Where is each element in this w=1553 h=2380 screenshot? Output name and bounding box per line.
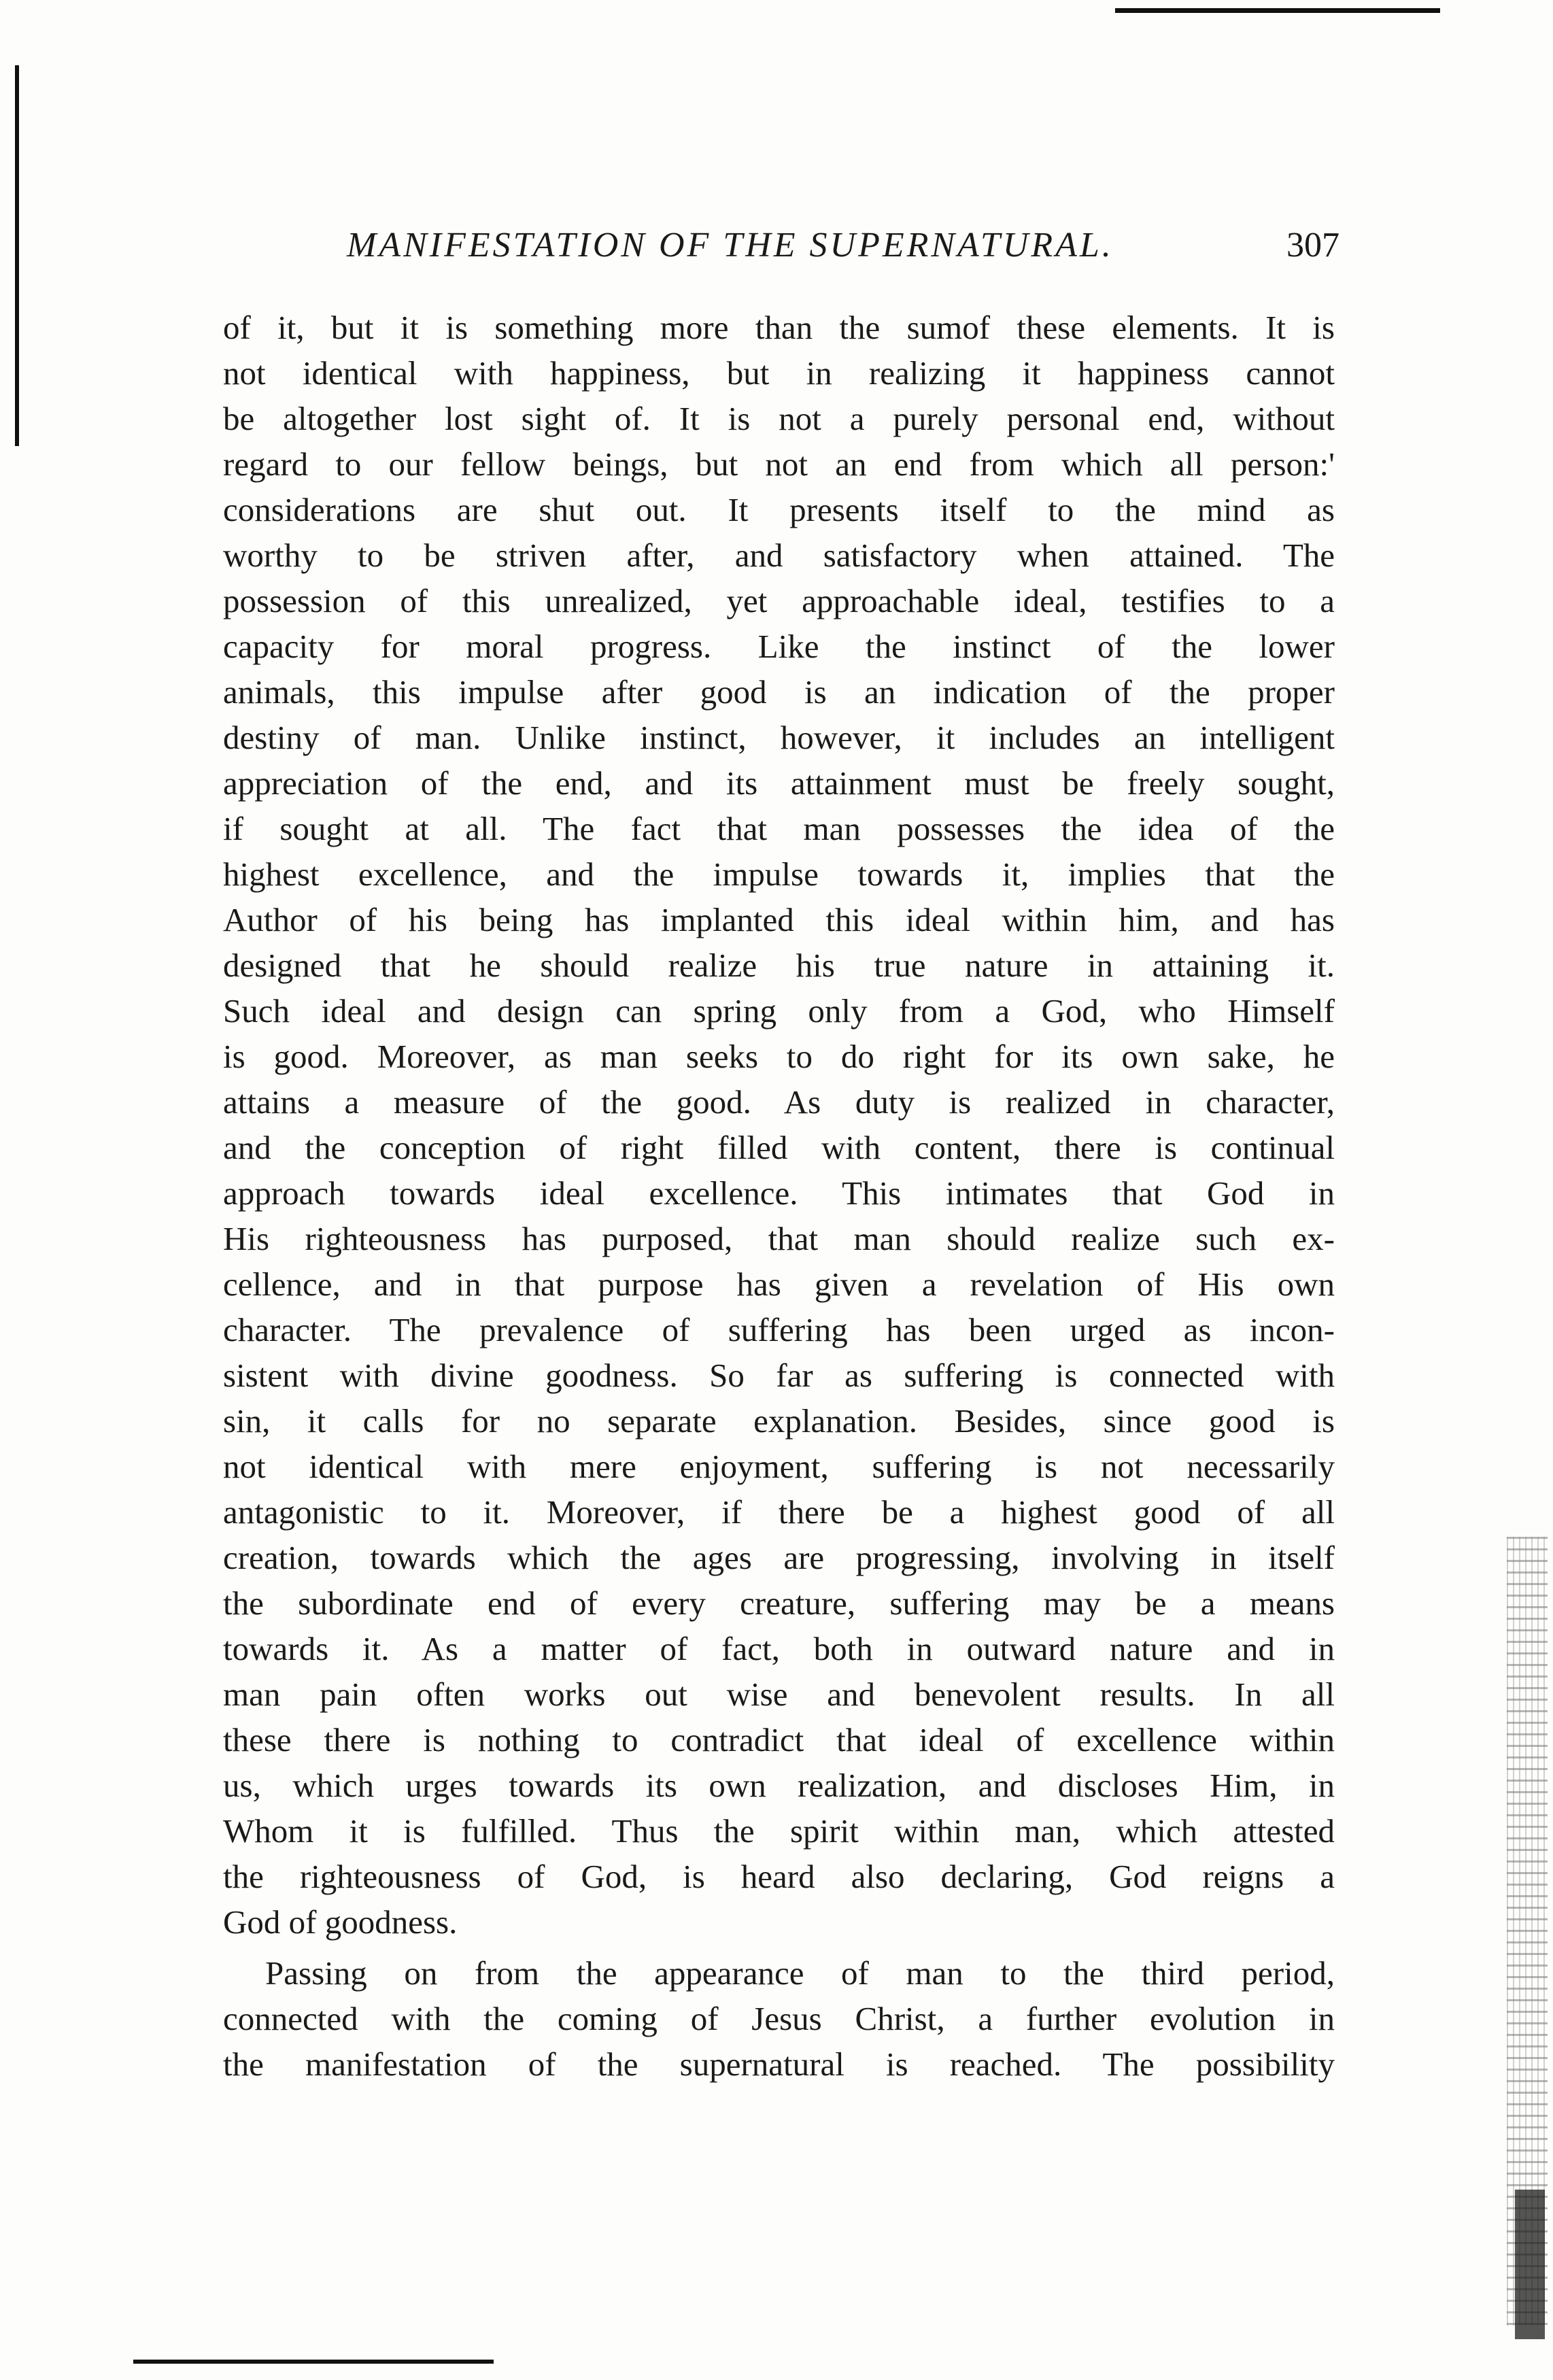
text-line: and the conception of right filled with content, there is continual (223, 1129, 1335, 1166)
text-line: connected with the coming of Jesus Christ, a further evolution in (223, 2000, 1335, 2037)
text-line: of it, but it is something more than the sumof these elements. It is (223, 309, 1335, 346)
text-line: animals, this impulse after good is an indication of the proper (223, 673, 1335, 711)
text-line: regard to our fellow beings, but not an end from which all person:' (223, 445, 1335, 483)
scan-edge-mark-bottom (133, 2360, 494, 2364)
scan-edge-blot (1515, 2190, 1545, 2339)
text-line: Author of his being has implanted this ideal within him, and has (223, 901, 1335, 938)
scan-edge-mark-left (15, 65, 19, 446)
text-line: capacity for moral progress. Like the instinct of the lower (223, 628, 1335, 665)
text-line: highest excellence, and the impulse towards it, implies that the (223, 855, 1335, 893)
text-line: His righteousness has purposed, that man should realize such ex- (223, 1220, 1335, 1257)
text-line: attains a measure of the good. As duty is realized in character, (223, 1083, 1335, 1121)
text-line: approach towards ideal excellence. This intimates that God in (223, 1174, 1335, 1212)
text-line: if sought at all. The fact that man possesses the idea of the (223, 810, 1335, 847)
text-line: worthy to be striven after, and satisfactory when attained. The (223, 537, 1335, 574)
text-line: antagonistic to it. Moreover, if there be a highest good of all (223, 1493, 1335, 1531)
text-line: designed that he should realize his true nature in attaining it. (223, 947, 1335, 984)
text-line: God of goodness. (223, 1903, 458, 1941)
text-line: destiny of man. Unlike instinct, however, it includes an intelligent (223, 719, 1335, 756)
text-line: creation, towards which the ages are progressing, involving in itself (223, 1539, 1335, 1576)
text-line: sin, it calls for no separate explanation. Besides, since good is (223, 1402, 1335, 1440)
text-line: considerations are shut out. It presents itself to the mind as (223, 491, 1335, 528)
text-line: the righteousness of God, is heard also declaring, God reigns a (223, 1858, 1335, 1895)
text-line: Passing on from the appearance of man to the third period, (265, 1954, 1335, 1992)
text-line: not identical with mere enjoyment, suffering is not necessarily (223, 1448, 1335, 1485)
text-line: man pain often works out wise and benevolent results. In all (223, 1676, 1335, 1713)
paragraph (223, 305, 1335, 1945)
text-line: sistent with divine goodness. So far as suffering is connected with (223, 1357, 1335, 1394)
body-text (223, 305, 1335, 2087)
text-line: towards it. As a matter of fact, both in outward nature and in (223, 1630, 1335, 1667)
running-head (224, 215, 1339, 276)
text-line: appreciation of the end, and its attainment must be freely sought, (223, 764, 1335, 802)
text-line: be altogether lost sight of. It is not a purely personal end, without (223, 400, 1335, 437)
text-line: is good. Moreover, as man seeks to do right for its own sake, he (223, 1038, 1335, 1075)
text-line: these there is nothing to contradict that ideal of excellence within (223, 1721, 1335, 1758)
text-line: Whom it is fulfilled. Thus the spirit within man, which attested (223, 1812, 1335, 1850)
text-line: us, which urges towards its own realization, and discloses Him, in (223, 1767, 1335, 1804)
page-number: 307 (1286, 226, 1339, 265)
text-line: the subordinate end of every creature, suffering may be a means (223, 1584, 1335, 1622)
text-line: the manifestation of the supernatural is reached. The possibility (223, 2045, 1335, 2083)
paragraph-gap (223, 1945, 1335, 1950)
scan-edge-mark-top (1115, 8, 1440, 13)
paragraph (223, 1950, 1335, 2087)
text-line: not identical with happiness, but in realizing it happiness cannot (223, 354, 1335, 392)
running-title: MANIFESTATION OF THE SUPERNATURAL. (347, 226, 1114, 265)
text-line: character. The prevalence of suffering has been urged as incon- (223, 1311, 1335, 1348)
text-line: cellence, and in that purpose has given a revelation of His own (223, 1265, 1335, 1303)
text-line: possession of this unrealized, yet approachable ideal, testifies to a (223, 582, 1335, 619)
text-line: Such ideal and design can spring only from a God, who Himself (223, 992, 1335, 1030)
